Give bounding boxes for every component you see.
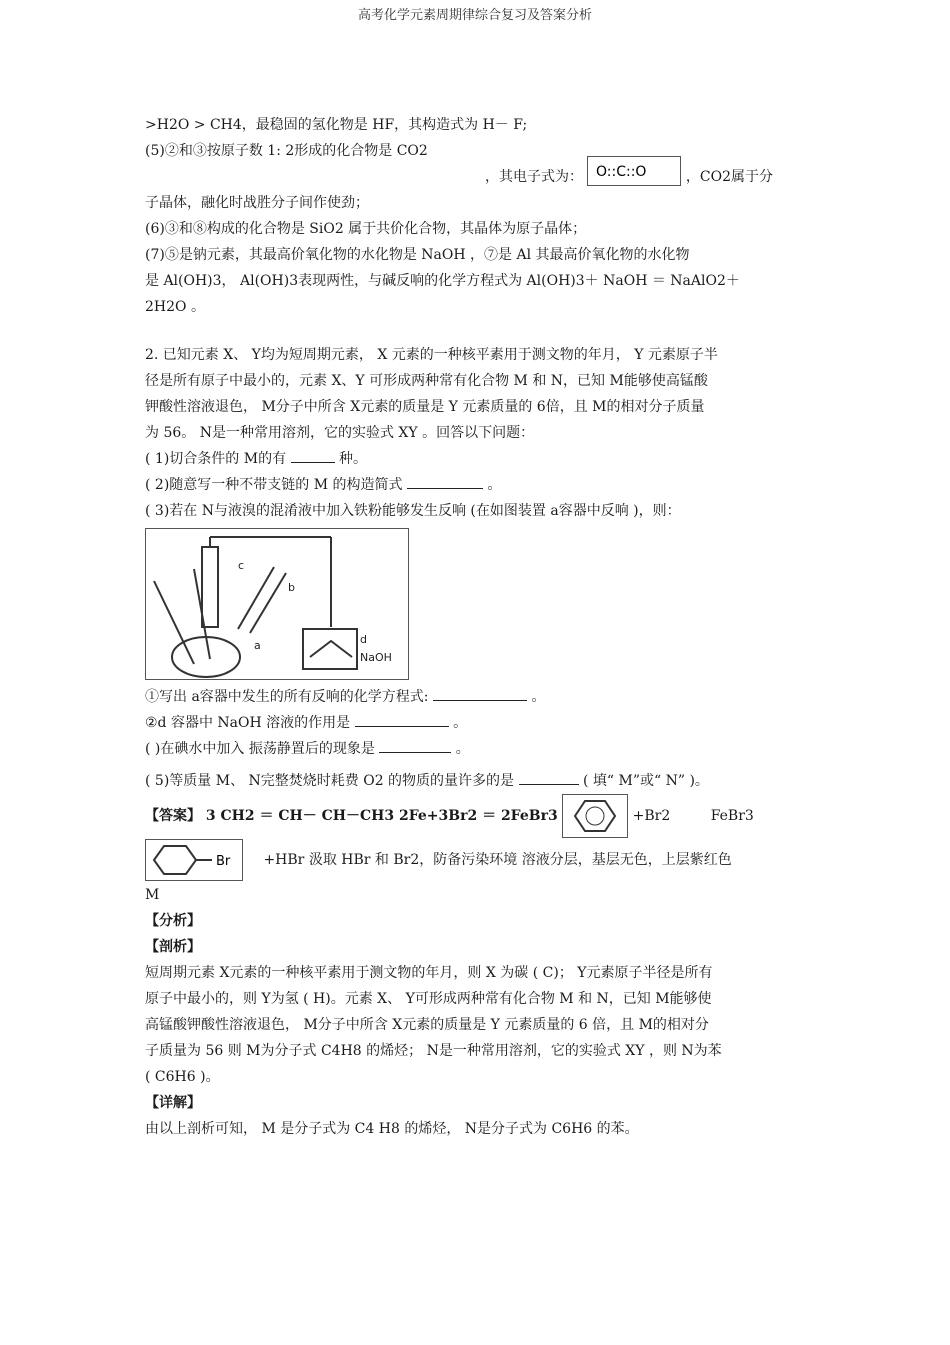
section-heading: 【分析】 (145, 913, 201, 929)
apparatus-diagram (146, 529, 408, 679)
text-line: 2H2O 。 (145, 299, 205, 315)
answer-blank (291, 462, 335, 463)
bromine-label: Br (216, 854, 231, 869)
analysis-line: 原子中最小的，则 Y为氢 ( H)。元素 X、 Y可形成两种常有化合物 M 和 N，已知 M能够使 (145, 991, 712, 1007)
page-header: 高考化学元素周期律综合复习及答案分析 (357, 8, 592, 23)
text-span: 。 (455, 741, 470, 757)
analysis-line: 高锰酸钾酸性溶液退色， M分子中所含 X元素的质量是 Y 元素质量的 6 倍，且 M的相对分 (145, 1017, 709, 1033)
label-b: b (288, 581, 295, 594)
bromobenzene-icon (146, 840, 242, 880)
analysis-line: ( C6H6 )。 (145, 1069, 220, 1085)
answer-blank (379, 752, 451, 753)
question-line (145, 736, 805, 768)
text-span: (5)②和③按原子数 1: 2形成的化合物是 CO2 (145, 143, 428, 159)
answer-blank (407, 488, 483, 489)
text-line: (7)⑤是钠元素，其最高价氧化物的水化物是 NaOH ，⑦是 Al 其最高价氧化物的水化物 (145, 247, 690, 263)
text-span: ( )在碘水中加入 振荡静置后的现象是 (145, 741, 380, 757)
section-heading: 【详解】 (145, 1095, 201, 1111)
question-line (145, 710, 805, 736)
text-span: ( 2)随意写一种不带支链的 M 的构造简式 (145, 477, 407, 493)
label-c: c (238, 559, 245, 572)
answer-text: 【答案】 3 CH2 ＝ CH－ CH－CH3 2Fe+3Br2 ＝ 2FeBr3 (145, 808, 558, 824)
text-span: +Br2 (632, 808, 671, 824)
question-line: 为 56。 N是一种常用溶剂，它的实验式 XY 。回答以下问题： (145, 425, 535, 441)
label-a: a (254, 639, 261, 652)
question-line (145, 768, 805, 794)
text-span: ②d 容器中 NaOH 溶液的作用是 (145, 715, 355, 731)
benzene-ring-icon (563, 795, 627, 837)
document-body (145, 112, 805, 1142)
electron-formula-text: O::C::O (596, 164, 647, 180)
text-span: ( 5)等质量 M、 N完整焚烧时耗费 O2 的物质的量许多的是 (145, 773, 519, 789)
answer-blank (433, 700, 527, 701)
answer-blank (355, 726, 449, 727)
text-line: >H2O > CH4，最稳固的氢化物是 HF，其构造式为 H－ F; (145, 117, 528, 133)
label-d: d (360, 633, 367, 646)
text-span: 。 (487, 477, 502, 493)
question-line (145, 446, 805, 472)
answer-blank (519, 784, 579, 785)
question-line (145, 472, 805, 498)
text-span: ，其电子式为： (485, 169, 583, 185)
text-line: 子晶体，融化时战胜分子间作使劲； (145, 195, 369, 211)
question-line: 2. 已知元素 X、 Y均为短周期元素， X 元素的一种核平素用于测文物的年月， Y 元素原子半 (145, 347, 718, 363)
text-span: 。 (531, 689, 546, 705)
question-line: 钾酸性溶液退色， M分子中所含 X元素的质量是 Y 元素质量的 6倍，且 M的相对分子质量 (145, 399, 705, 415)
text-line: 是 Al(OH)3， Al(OH)3表现两性，与碱反响的化学方程式为 Al(OH)3＋ NaOH ＝ NaAlO2＋ (145, 273, 740, 289)
electron-formula-box (587, 156, 681, 186)
text-line: (6)③和⑧构成的化合物是 SiO2 属于共价化合物，其晶体为原子晶体； (145, 221, 587, 237)
answer-line (145, 838, 805, 882)
section-heading: 【剖析】 (145, 939, 201, 955)
analysis-line: 子质量为 56 则 M为分子式 C4H8 的烯烃； N是一种常用溶剂，它的实验式 XY ，则 N为苯 (145, 1043, 722, 1059)
detail-line: 由以上剖析可知， M 是分子式为 C4 H8 的烯烃， N是分子式为 C6H6 的苯。 (145, 1121, 639, 1137)
question-line: ( 3)若在 N与液溴的混淆液中加入铁粉能够发生反响 (在如图装置 a容器中反响 )，则： (145, 503, 681, 519)
question-line (145, 684, 805, 710)
benzene-box (562, 794, 628, 838)
bromobenzene-box (145, 839, 243, 881)
text-span: ①写出 a容器中发生的所有反响的化学方程式: (145, 689, 429, 705)
text-span: FeBr3 (710, 808, 754, 824)
text-line (145, 164, 805, 190)
text-span: ( 填“ M”或“ N” )。 (582, 773, 709, 789)
label-naoh: NaOH (360, 651, 392, 664)
text-span: ( 1)切合条件的 M的有 (145, 451, 291, 467)
text-span: 。 (453, 715, 468, 731)
co2-electron-formula-icon (588, 157, 680, 185)
answer-line (145, 794, 805, 838)
text-line (145, 138, 805, 164)
answer-line: M (145, 887, 160, 903)
text-span: 种。 (338, 451, 367, 467)
question-line: 径是所有原子中最小的，元素 X、Y 可形成两种常有化合物 M 和 N，已知 M能够使高锰酸 (145, 373, 708, 389)
text-span: +HBr 汲取 HBr 和 Br2，防备污染环境 溶液分层，基层无色，上层紫红色 (263, 852, 732, 868)
apparatus-figure (145, 528, 409, 680)
text-span: ，CO2属于分 (685, 169, 774, 185)
analysis-line: 短周期元素 X元素的一种核平素用于测文物的年月，则 X 为碳 ( C)； Y元素原子半径是所有 (145, 965, 713, 981)
